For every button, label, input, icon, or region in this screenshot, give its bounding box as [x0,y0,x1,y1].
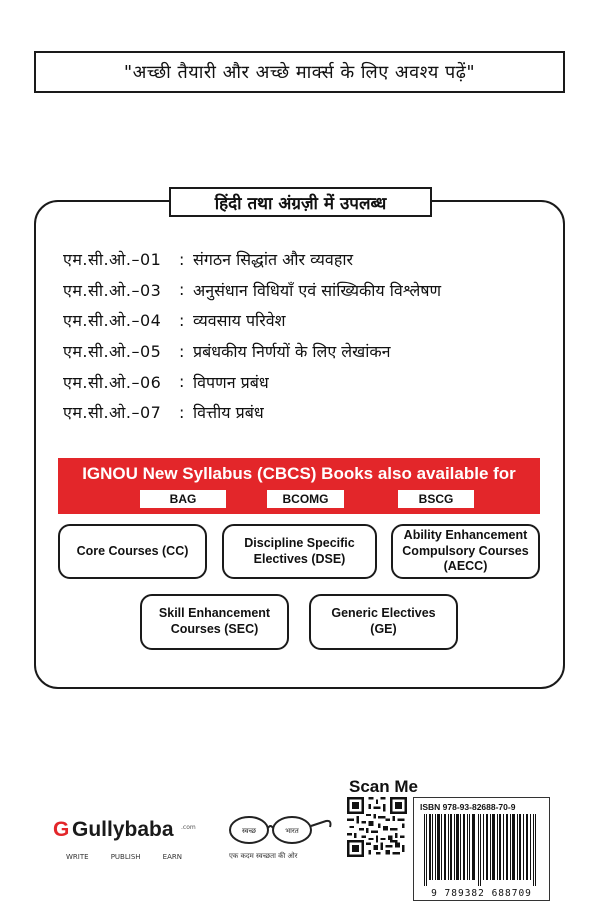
course-type-dse [222,524,377,579]
course-row [63,366,543,397]
course-type-ge [309,594,458,650]
swachh-left-text: स्वच्छ [241,827,257,835]
course-type-sec-line: Courses (SEC) [170,622,259,636]
availability-title [169,187,432,217]
qr-code-icon[interactable] [347,797,407,857]
gullybaba-g-icon: G [53,818,70,841]
course-name: अनुसंधान विधियाँ एवं सांख्यिकीय विश्लेषण [193,280,442,300]
tagline-write: WRITE [66,853,89,861]
course-type-sec-line: Skill Enhancement [158,606,271,621]
tagline-text: "अच्छी तैयारी और अच्छे मार्क्स के लिए अवश्य पढ़ें" [123,62,476,83]
course-type-ge-line: (GE) [370,622,397,636]
tagline-earn: EARN [162,853,182,861]
gullybaba-domain-suffix: .com [181,824,196,831]
cbcs-banner-text: IGNOU New Syllabus (CBCS) Books also available for [82,464,516,483]
course-separator: : [179,372,185,392]
course-name: प्रबंधकीय निर्णयों के लिए लेखांकन [193,342,391,362]
isbn-box [413,797,550,901]
course-code: एम.सी.ओ.–04 [63,311,162,331]
course-code: एम.सी.ओ.–07 [63,403,162,423]
scan-me-label: Scan Me [349,777,418,796]
course-name: व्यवसाय परिवेश [193,311,286,331]
course-separator: : [179,310,185,330]
course-separator: : [179,280,185,300]
gullybaba-wordmark: Gullybaba [72,818,174,841]
course-type-cc [58,524,207,579]
course-type-dse-line: Discipline Specific [244,535,355,550]
isbn-label: ISBN 978-93-82688-70-9 [420,802,516,812]
course-code: एम.सी.ओ.–06 [63,372,162,392]
course-row [63,275,543,306]
course-type-aecc [391,524,540,579]
course-type-aecc-line: Ability Enhancement [403,528,528,543]
course-separator: : [179,249,185,269]
availability-title-text: हिंदी तथा अंग्रज़ी में उपलब्ध [214,193,387,214]
course-type-ge-line: Generic Electives [331,606,436,621]
course-code: एम.सी.ओ.–05 [63,342,162,362]
program-tag-bag: BAG [140,490,226,508]
course-type-cc-label: Core Courses (CC) [76,543,189,558]
course-row [63,244,543,275]
tagline-box [34,51,565,93]
gullybaba-tagline [66,853,182,861]
tagline-publish: PUBLISH [110,853,141,861]
swachh-right-text: भारत [285,827,299,835]
course-type-aecc-line: (AECC) [443,559,488,574]
course-type-dse-line: Electives (DSE) [253,551,346,566]
course-row [63,397,543,428]
barcode-icon [422,814,543,886]
swachh-tagline: एक कदम स्वच्छता की ओर [229,852,298,860]
course-separator: : [179,402,185,422]
course-separator: : [179,341,185,361]
course-name: वित्तीय प्रबंध [193,403,264,423]
program-tag-bcomg: BCOMG [267,490,344,508]
course-row [63,305,543,336]
program-tag-bscg: BSCG [398,490,474,508]
course-list [63,244,543,428]
course-type-aecc-line: Compulsory Courses [402,543,529,558]
swachh-bharat-glasses-icon [226,811,336,851]
cbcs-banner [58,458,540,514]
course-code: एम.सी.ओ.–03 [63,280,162,300]
course-name: संगठन सिद्धांत और व्यवहार [193,250,354,270]
course-code: एम.सी.ओ.–01 [63,250,162,270]
course-name: विपणन प्रबंध [193,372,269,392]
course-row [63,336,543,367]
course-type-sec [140,594,289,650]
barcode-number: 9 789382 688709 [431,888,532,899]
